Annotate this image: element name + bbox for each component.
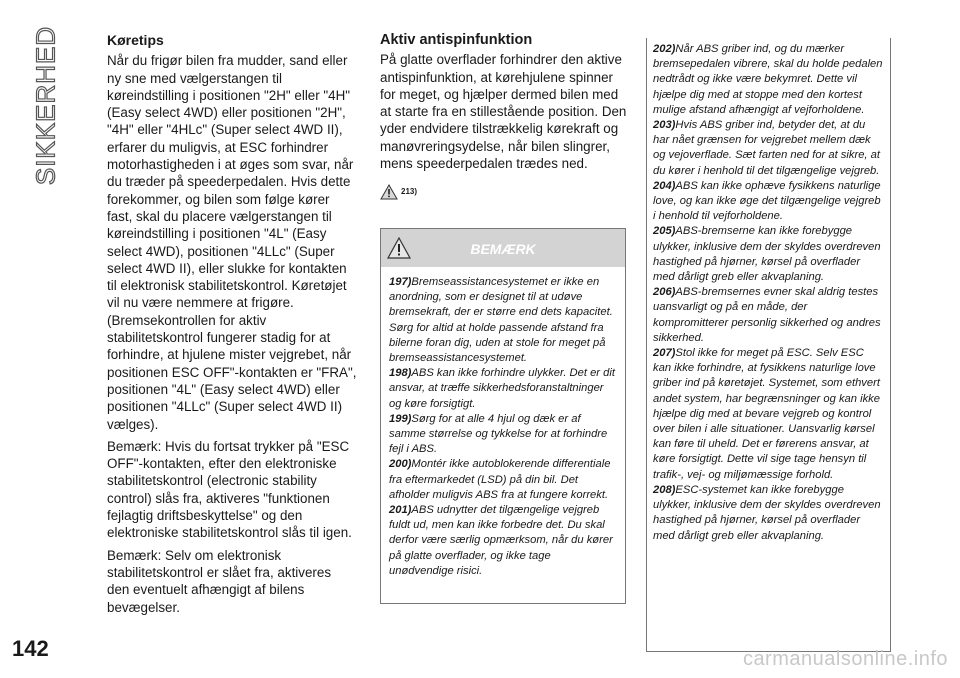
note-number: 206) [653, 286, 676, 299]
driving-tips-heading: Køretips [107, 32, 164, 48]
note-number: 197) [389, 276, 412, 288]
column-2 [380, 32, 630, 200]
reference-number: 213) [401, 187, 418, 197]
note-text: ABS-bremserne kan ikke forebygge ulykker, inklusive dem der skyldes overdreven hastighed på hjørner, kørsel på overflader med dårligt greb eller akvaplaning. [653, 225, 881, 284]
note-text: Stol ikke for meget på ESC. Selv ESC kan ikke forhindre, at fysikkens naturlige love griber ind på køretøjet. Systemet, som ethvert andet system, har begrænsninger og kan ikke hjælpe dig med at bevare vejgreb og kontrol over bilen i alle situationer. Uansvarlig kørsel kan føre til uheld. Det er førerens ansvar, at køre forsigtigt. Dette vil sige tage hensyn til trafik-, vej- og miljømæssige forhold. [653, 347, 880, 481]
note-item [389, 503, 617, 579]
antispin-heading: Aktiv antispinfunktion [380, 32, 533, 48]
note-number: 200) [389, 458, 412, 471]
note-text: ESC-systemet kan ikke forebygge ulykker, inklusive dem der skyldes overdreven hastighed på hjørner, kørsel på overflader med dårligt greb eller akvaplaning. [653, 483, 881, 542]
note-number: 203) [653, 119, 676, 132]
note-continuation [647, 38, 890, 544]
note-number: 202) [653, 43, 676, 55]
section-sidebar [8, 25, 78, 208]
note-item [389, 412, 617, 458]
column-3-notes [646, 38, 891, 652]
note-item [389, 457, 617, 503]
warning-reference [380, 176, 630, 200]
note-number: 199) [389, 412, 412, 425]
note-item [653, 118, 884, 179]
note-box [380, 228, 626, 604]
note-text: Bremseassistancesystemet er ikke en anordning, som er designet til at udøve bremsekraft, der er større end dets kapacitet. Sørg for altid at holde passende afstand fra bilerne foran dig, uden at stole for meget på bremseassistancesystemet. [389, 276, 613, 365]
note-text: ABS kan ikke forhindre ulykker. Det er dit ansvar, at træffe sikkerhedsforanstaltninger og køre forsigtigt. [389, 367, 615, 410]
note-item [653, 179, 884, 225]
note-text: ABS kan ikke ophæve fysikkens naturlige love, og kan ikke øge det tilgængelige vejgreb i henhold til vejforholdene. [653, 179, 881, 223]
note-body [381, 267, 625, 579]
note-number: 207) [653, 347, 676, 360]
warning-triangle-icon [380, 184, 398, 200]
note-text: ABS udnytter det tilgængelige vejgreb fuldt ud, men kan ikke forbedre det. Du skal derfor være særlig opmærksom, når du kører på glatte overflader, og ikke tage unødvendige risici. [389, 504, 613, 577]
note-item [389, 366, 617, 412]
paragraph: Bemærk: Selv om elektronisk stabilitetskontrol er slået fra, aktiveres den eventuelt afhængigt af bilens bevægelser. [107, 547, 332, 615]
paragraph: Når du frigør bilen fra mudder, sand eller ny sne med vælgerstangen til køreindstilling i positionen "2H" eller "4H" (Easy select 4WD) eller positionen "2H", "4H" eller "4HLc" (Super select 4WD II), erfarer du muligvis, at ESC forhindrer motorhastigheden i at øges som svar, når du træder på speederpedalen. Hvis dette forekommer, og bilen som følge kører fast, skal du placere vælgerstangen til køreindstilling i positionen "4L" (Easy select 4WD), positionen "4LLc" (Super select 4WD II), eller slukke for kontakten til elektronisk stabilitetskontrol. Køretøjet vil nu være nemmere at frigøre. (Bremsekontrollen for aktiv stabilitetskontrol fungerer stadig for at forhindre, at hjulene mister vejgrebet, når positionen ESC OFF"-kontakten er "FRA", positionen "4L" (Easy select 4WD) eller positionen "4LLc" (Super select 4WD II) vælges). [107, 53, 357, 432]
note-number: 208) [653, 483, 676, 496]
paragraph: Bemærk: Hvis du fortsat trykker på "ESC OFF"-kontakten, efter den elektroniske stabilitetskontrol (electronic stability control) slås fra, aktiveres "funktionen fejlagtig driftsbeskyttelse" og den elektroniske stabilitetskontrol slås til igen. [107, 438, 352, 541]
note-title: BEMÆRK [470, 241, 536, 257]
page-number: 142 [12, 636, 49, 661]
note-header [381, 229, 625, 267]
note-number: 205) [653, 225, 676, 238]
note-item [389, 275, 617, 366]
note-number: 198) [389, 367, 412, 380]
note-text: ABS-bremsernes evner skal aldrig testes uansvarligt og på en måde, der kompromitterer personlig sikkerhed og andres sikkerhed. [653, 286, 881, 344]
note-text: Hvis ABS griber ind, betyder det, at du har nået grænsen for vejgrebet mellem dæk og vejoverflade. Sæt farten ned for at sikre, at du kører i henhold til det tilgængelige vejgreb. [653, 119, 880, 177]
watermark: carmanualsonline.info [742, 648, 948, 670]
column-1 [107, 32, 357, 621]
note-item [653, 224, 884, 285]
note-item [653, 285, 884, 346]
paragraph: På glatte overflader forhindrer den aktive antispinfunktion, at kørehjulene spinner for meget, og hjælper dermed bilen med at starte fra en stillestående position. Den yder endvidere tilstrækkelig kørekraft og manøvreringsydelse, når bilen slingrer, mens speederpedalen trædes ned. [380, 52, 627, 172]
note-text: Når ABS griber ind, og du mærker bremsepedalen vibrere, skal du holde pedalen nedtrådt og ikke være bekymret. Dette vil hjælpe dig med at stoppe med den kortest mulige afstand afhængigt af vejforholdene. [653, 43, 883, 116]
note-text: Sørg for at alle 4 hjul og dæk er af samme størrelse og tykkelse for at forhindre fejl i ABS. [389, 412, 608, 456]
section-title: SIKKERHED [30, 25, 61, 186]
note-number: 204) [653, 179, 676, 192]
note-item [653, 483, 884, 544]
note-number: 201) [389, 504, 412, 517]
note-text: Montér ikke autoblokerende differentiale fra eftermarkedet (LSD) på din bil. Det afholder muligvis ABS fra at fungere korrekt. [389, 458, 611, 501]
note-item [653, 42, 884, 118]
note-item [653, 346, 884, 483]
